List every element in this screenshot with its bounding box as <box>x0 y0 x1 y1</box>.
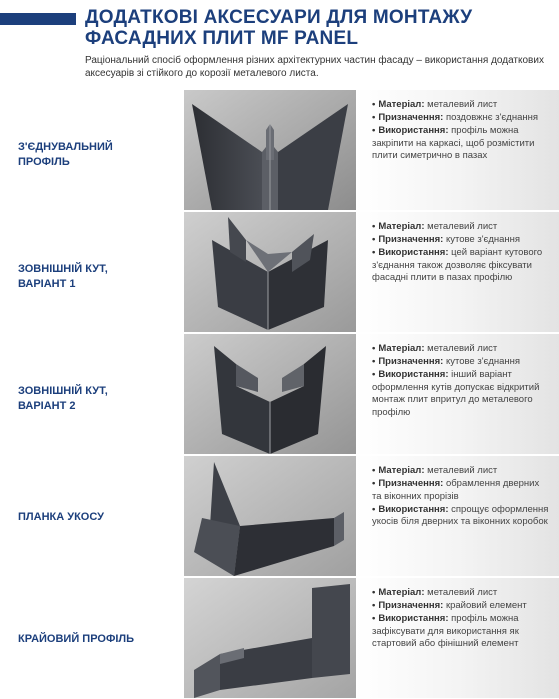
product-row-external-corner-2 <box>0 334 559 454</box>
spec-purpose: • Призначення: кутове з'єднання <box>372 356 521 367</box>
spec-purpose: • Призначення: кутове з'єднання <box>372 234 521 245</box>
page-title-line-2: ФАСАДНИХ ПЛИТ MF PANEL <box>85 28 359 49</box>
spec-usage: • Використання: цей варіант кутового з'єднання також дозволяє фіксувати фасадні плити в пазах профілю <box>372 247 543 283</box>
product-photo-external-corner-1 <box>184 212 356 332</box>
product-name: ПЛАНКА УКОСУ <box>18 511 104 523</box>
page-title <box>85 7 555 49</box>
product-name: ЗОВНІШНІЙ КУТ, ВАРІАНТ 1 <box>18 263 108 290</box>
spec-material: • Матеріал: металевий лист <box>372 343 498 354</box>
page-title-line-1: ДОДАТКОВІ АКСЕСУАРИ ДЛЯ МОНТАЖУ <box>85 7 473 28</box>
spec-purpose: • Призначення: крайовий елемент <box>372 600 527 611</box>
spec-material: • Матеріал: металевий лист <box>372 221 498 232</box>
product-row-connecting-profile <box>0 90 559 210</box>
product-row-external-corner-1 <box>0 212 559 332</box>
product-photo-edge-profile <box>184 578 356 698</box>
spec-material: • Матеріал: металевий лист <box>372 587 498 598</box>
spec-purpose: • Призначення: поздовжнє з'єднання <box>372 112 538 123</box>
product-name: З'ЄДНУВАЛЬНИЙ ПРОФІЛЬ <box>18 141 113 168</box>
header-accent-bar <box>0 13 76 25</box>
spec-usage: • Використання: профіль можна зафіксувати для використання як стартовий або фінішний елемент <box>372 613 519 649</box>
product-photo-slope-strip <box>184 456 356 576</box>
product-name: КРАЙОВИЙ ПРОФІЛЬ <box>18 633 135 645</box>
product-name: ЗОВНІШНІЙ КУТ, ВАРІАНТ 2 <box>18 385 108 412</box>
product-photo-external-corner-2 <box>184 334 356 454</box>
spec-usage: • Використання: спрощує оформлення укосів біля дверних та віконних коробок <box>372 503 549 527</box>
product-specs <box>372 99 550 163</box>
product-specs <box>372 587 550 651</box>
product-specs <box>372 465 550 529</box>
spec-usage: • Використання: профіль можна закріпити на каркасі, щоб розмістити плити симетрично в пазах <box>372 125 535 161</box>
product-specs <box>372 221 550 285</box>
product-photo-connecting-profile <box>184 90 356 210</box>
product-row-slope-strip <box>0 456 559 576</box>
spec-usage: • Використання: інший варіант оформлення кутів допускає відкритий монтаж плит впритул до металевого профілю <box>372 369 540 418</box>
spec-material: • Матеріал: металевий лист <box>372 465 498 476</box>
product-specs <box>372 343 550 420</box>
page-subtitle: Раціональний спосіб оформлення різних архітектурних частин фасаду – використання додаткових аксесуарів зі стійкого до корозії металевого листа. <box>85 55 544 79</box>
spec-purpose: • Призначення: обрамлення дверних та віконних прорізів <box>372 478 540 502</box>
spec-material: • Матеріал: металевий лист <box>372 99 498 110</box>
product-row-edge-profile <box>0 578 559 698</box>
